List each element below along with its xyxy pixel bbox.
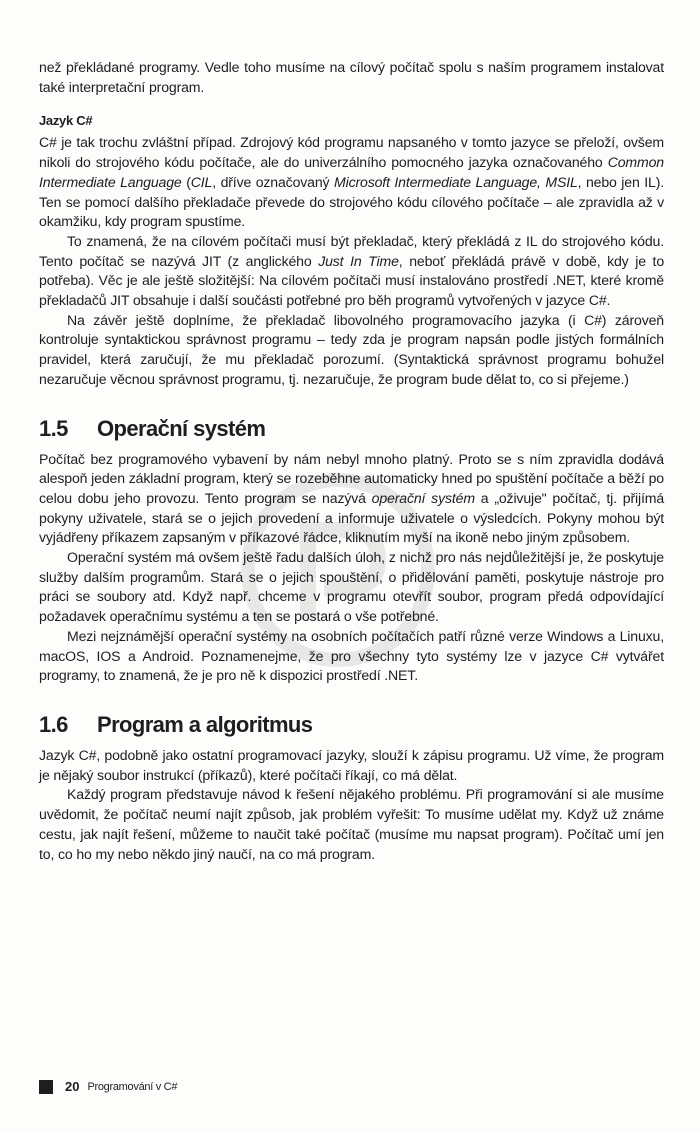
section-title: Operační systém <box>97 415 266 441</box>
subheading-csharp: Jazyk C# <box>39 113 93 129</box>
algo-paragraph-2: Každý program představuje návod k řešení nějakého problému. Při programování si ale musíme uvědomit, že počítač neumí najít způsob, jak problém vyřešit: To musíme udělat my. Když už známe cestu, jak najít řešení, můžeme to naučit také počítač (musíme mu napsat program). Počítač umí jen to, co ho my nebo někdo jiný naučí, na co má program. <box>39 786 664 862</box>
page-number: 20 <box>65 1079 80 1094</box>
section-heading-1-6 <box>39 712 664 738</box>
section-title: Program a algoritmus <box>97 711 313 737</box>
section-heading-1-5 <box>39 416 664 442</box>
page-footer <box>39 1079 177 1094</box>
csharp-paragraph-3: Na závěr ještě doplníme, že překladač libovolného programovacího jazyka (i C#) zároveň kontroluje syntaktickou správnost programu – tedy zda je program napsán podle jistých formálních pravidel, která zaručují, že mu překladač porozumí. (Syntaktická správnost programu bohužel nezaručuje věcnou správnost programu, tj. nezaručuje, že program bude dělat to, co si přejeme.) <box>39 311 664 387</box>
os-paragraph-2: Operační systém má ovšem ještě řadu dalších úloh, z nichž pro nás nejdůležitější je, že poskytuje služby dalším programům. Stará se o jejich spouštění, o přidělování paměti, poskytuje nástroje pro práci se soubory atd. Když např. chceme v programu otevřít soubor, program předá odpovídající požadavek operačnímu systému a ten se postará o vše potřebné. <box>39 549 664 625</box>
csharp-paragraph-1: C# je tak trochu zvláštní případ. Zdrojový kód programu napsaného v tomto jazyce se přeloží, ovšem nikoli do strojového kódu počítače, ale do univerzálního pomocného jazyka označovaného Common Intermediate Language (CIL, dříve označovaný Microsoft Intermediate Language, MSIL, nebo jen IL). Ten se pomocí dalšího překladače převede do strojového kódu cílového počítače – ale zpravidla až v okamžiku, kdy program spustíme. <box>39 134 665 230</box>
csharp-paragraph-2: To znamená, že na cílovém počítači musí být překladač, který překládá z IL do strojového kódu. Tento počítač se nazývá JIT (z anglického Just In Time, neboť překládá právě v době, kdy je to potřeba). Věc je ale ještě složitější: Na cílovém počítači musí instalováno prostředí .NET, které kromě překladačů JIT obsahuje i další součásti potřebné pro běh programů vytvořených v jazyce C#. <box>39 232 665 309</box>
page-content <box>39 58 664 864</box>
footer-square-marker <box>39 1080 53 1094</box>
intro-paragraph: než překládané programy. Vedle toho musíme na cílový počítač spolu s naším programem instalovat také interpretační program. <box>39 59 664 95</box>
os-paragraph-1: Počítač bez programového vybavení by nám nebyl mnoho platný. Proto se s ním zpravidla dodává alespoň jeden základní program, který se rozeběhne automaticky hned po spuštění počítače a běží po celou dobu jeho provozu. Tento program se nazývá operační systém a „oživuje" počítač, tj. přijímá pokyny uživatele, stará se o jejich provedení a informuje uživatele o výsledcích. Pokyny mohou být vyjádřeny příkazem zapsaným v příkazové řádce, kliknutím myší na ikoně nebo jiným způsobem. <box>39 450 665 546</box>
section-number: 1.6 <box>39 711 68 737</box>
footer-book-title: Programování v C# <box>87 1080 178 1093</box>
section-number: 1.5 <box>39 415 68 441</box>
algo-paragraph-1: Jazyk C#, podobně jako ostatní programovací jazyky, slouží k zápisu programu. Už víme, že program je nějaký soubor instrukcí (příkazů), které počítači říkají, co má dělat. <box>39 746 664 783</box>
os-paragraph-3: Mezi nejznámější operační systémy na osobních počítačích patří různé verze Windows a Linuxu, macOS, IOS a Android. Poznamenejme, že pro všechny tyto systémy lze v jazyce C# vytvářet programy, to znamená, že je pro ně k dispozici prostředí .NET. <box>39 627 664 684</box>
